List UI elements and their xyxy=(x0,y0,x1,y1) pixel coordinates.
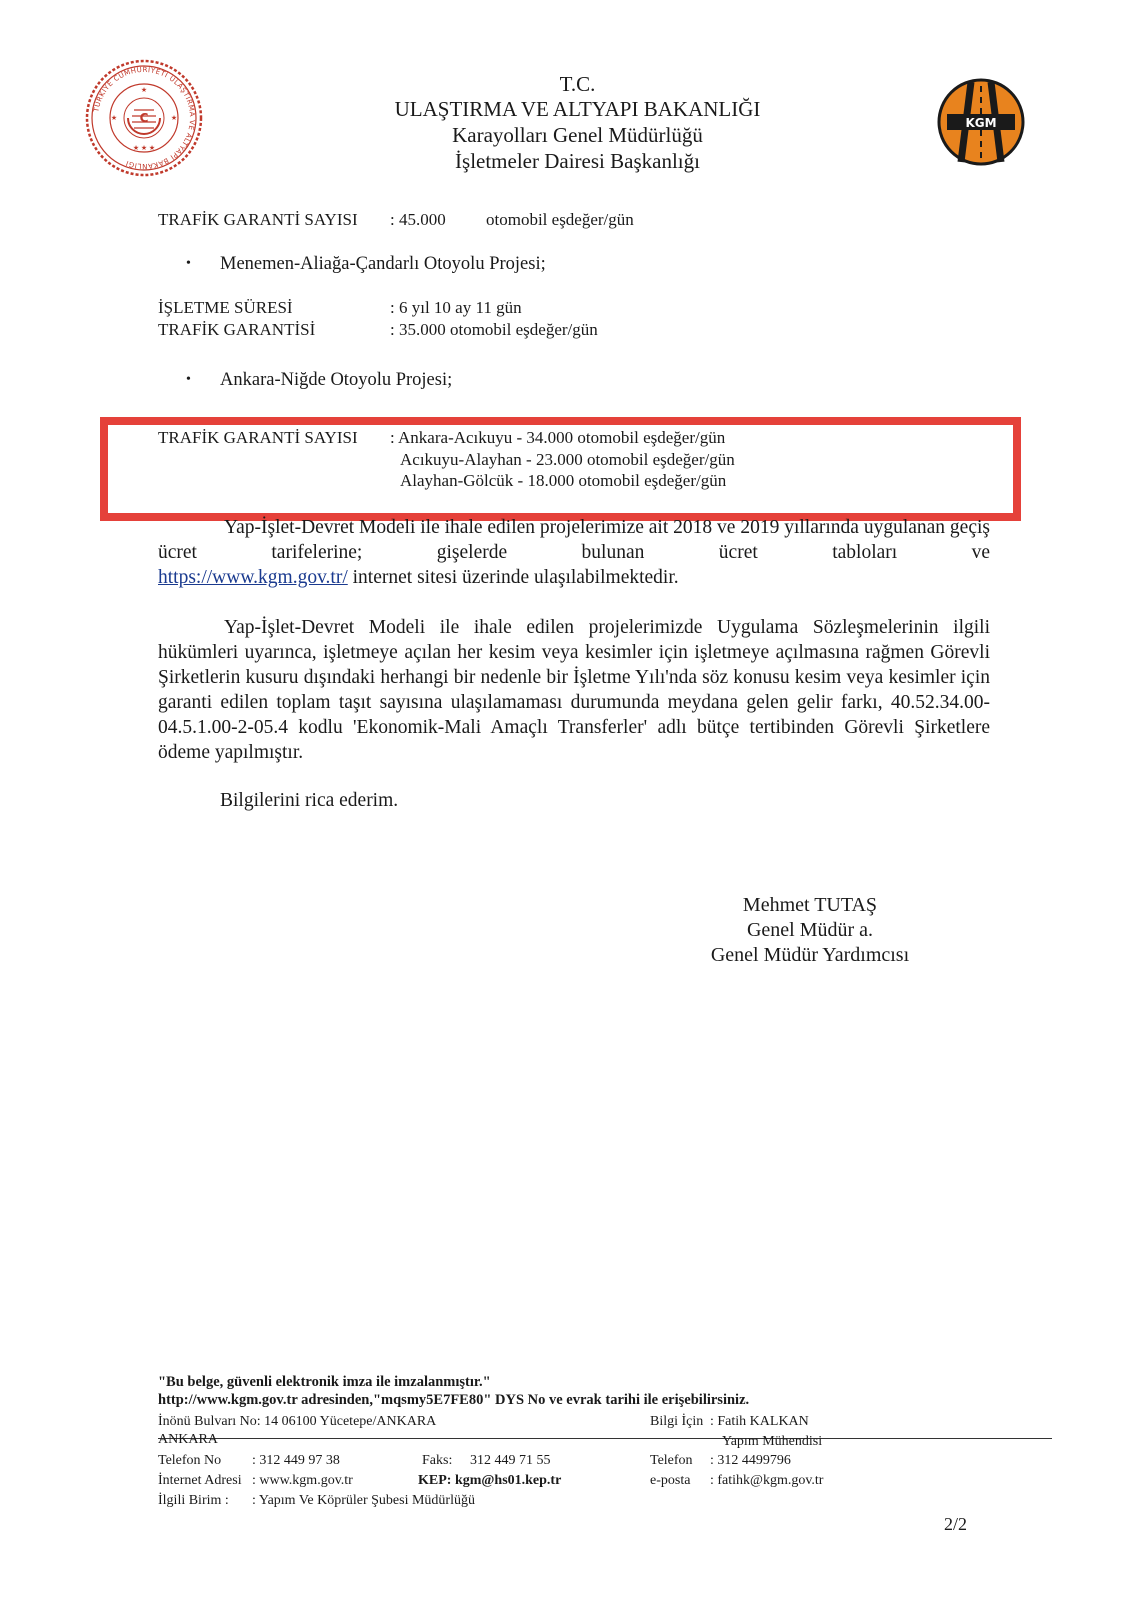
closing-text: Bilgilerini rica ederim. xyxy=(220,790,399,811)
footer-web-value[interactable]: : www.kgm.gov.tr xyxy=(252,1473,353,1488)
top-guarantee-value: : 45.000 xyxy=(390,210,446,229)
svg-text:C: C xyxy=(139,111,149,125)
footer-info-role: Yapım Mühendisi xyxy=(722,1434,823,1449)
signature-title-2: Genel Müdür Yardımcısı xyxy=(710,944,910,966)
footer-info-value: : Fatih KALKAN xyxy=(710,1414,809,1429)
footer-email-value[interactable]: : fatihk@kgm.gov.tr xyxy=(710,1473,824,1488)
project2-title: Ankara-Niğde Otoyolu Projesi; xyxy=(220,370,453,390)
project1-label-guarantee: TRAFİK GARANTİSİ xyxy=(158,320,316,339)
kgm-logo xyxy=(937,78,1025,166)
top-guarantee-unit: otomobil eşdeğer/gün xyxy=(486,210,634,229)
signature-name: Mehmet TUTAŞ xyxy=(742,894,878,916)
project1-label-duration: İŞLETME SÜRESİ xyxy=(158,298,293,317)
paragraph-2 xyxy=(158,615,990,765)
ministry-seal-logo xyxy=(84,58,204,178)
paragraph-1-tail: internet sitesi üzerinde ulaşılabilmektedir. xyxy=(347,567,679,588)
page-number: 2/2 xyxy=(944,1514,968,1534)
project1-value-duration: : 6 yıl 10 ay 11 gün xyxy=(390,298,522,317)
footer-address-2: ANKARA xyxy=(158,1432,218,1447)
footer-phone-label: Telefon No xyxy=(158,1453,222,1468)
kgm-logo-text: KGM xyxy=(965,116,997,130)
project2-guarantee-value-3: Alayhan-Gölcük - 18.000 otomobil eşdeğer/gün xyxy=(400,471,727,490)
project2-guarantee-value-1: : Ankara-Acıkuyu - 34.000 otomobil eşdeğer/gün xyxy=(390,428,726,447)
header-tc: T.C. xyxy=(559,72,596,96)
project1-title: Menemen-Aliağa-Çandarlı Otoyolu Projesi; xyxy=(220,254,546,274)
footer-kep[interactable]: KEP: kgm@hs01.kep.tr xyxy=(418,1473,562,1488)
footer-web-label: İnternet Adresi xyxy=(158,1473,242,1488)
footer-fax-value: 312 449 71 55 xyxy=(470,1453,551,1468)
footer-email-label: e-posta xyxy=(650,1473,691,1488)
project2-guarantee-label: TRAFİK GARANTİ SAYISI xyxy=(158,428,358,447)
top-guarantee-label: TRAFİK GARANTİ SAYISI xyxy=(158,210,358,229)
footer-tel-label: Telefon xyxy=(650,1453,693,1468)
footer-phone-value: : 312 449 97 38 xyxy=(252,1453,340,1468)
esign-notice: "Bu belge, güvenli elektronik imza ile imzalanmıştır." xyxy=(158,1374,491,1390)
svg-text:TÜRKİYE CUMHURİYETİ ULAŞTIRMA: TÜRKİYE CUMHURİYETİ ULAŞTIRMA VE ALTYAPI BAKANLIĞI xyxy=(92,65,197,171)
header-directorate: Karayolları Genel Müdürlüğü xyxy=(452,123,703,147)
bullet-icon: • xyxy=(186,256,191,271)
bullet-icon: • xyxy=(186,372,191,387)
esign-verification: http://www.kgm.gov.tr adresinden,"mqsmy5E7FE80" DYS No ve evrak tarihi ile erişebilirsiniz. xyxy=(158,1392,750,1408)
paragraph-1-text: Yap-İşlet-Devret Modeli ile ihale edilen projelerimize ait 2018 ve 2019 yıllarında uygulanan geçiş ücret tarifelerine; gişelerde bulunan ücret tabloları ve xyxy=(158,517,990,563)
kgm-website-link[interactable]: https://www.kgm.gov.tr/ xyxy=(158,567,348,588)
svg-text:★ ★ ★: ★ ★ ★ xyxy=(132,144,156,152)
footer-divider xyxy=(158,1438,1052,1439)
header-ministry: ULAŞTIRMA VE ALTYAPI BAKANLIĞI xyxy=(394,97,761,121)
paragraph-2-text: Yap-İşlet-Devret Modeli ile ihale edilen projelerimizde Uygulama Sözleşmelerinin ilgili hükümleri uyarınca, işletmeye açılan her kesim veya kesimler için işletmeye açılmasına rağmen Görevli Şirketlerin kusuru dışındaki herhangi bir nedenle bir İşletme Yılı'nda söz konusu kesim veya kesimler için garanti edilen toplam taşıt sayısına ulaşılamaması durumunda meydana gelen gelir farkı, 40.52.34.00-04.5.1.00-2-05.4 kodlu 'Ekonomik-Mali Amaçlı Transferler' adlı bütçe tertibinden Görevli Şirketlere ödeme yapılmıştır. xyxy=(158,617,990,763)
paragraph-1 xyxy=(158,515,990,590)
signature-title-1: Genel Müdür a. xyxy=(746,919,874,941)
footer-info-label: Bilgi İçin xyxy=(650,1414,704,1429)
svg-text:★: ★ xyxy=(170,114,178,122)
header-department: İşletmeler Dairesi Başkanlığı xyxy=(455,149,700,173)
highlight-box xyxy=(100,417,1021,521)
footer-unit-label: İlgili Birim : xyxy=(158,1493,229,1508)
svg-text:★: ★ xyxy=(110,114,118,122)
svg-text:★: ★ xyxy=(140,86,148,94)
project1-value-guarantee: : 35.000 otomobil eşdeğer/gün xyxy=(390,320,598,339)
footer-tel-value: : 312 4499796 xyxy=(710,1453,791,1468)
project2-guarantee-value-2: Acıkuyu-Alayhan - 23.000 otomobil eşdeğer/gün xyxy=(400,450,735,469)
footer-fax-label: Faks: xyxy=(422,1453,453,1468)
footer-address-1: İnönü Bulvarı No: 14 06100 Yücetepe/ANKARA xyxy=(158,1414,437,1429)
footer-unit-value: : Yapım Ve Köprüler Şubesi Müdürlüğü xyxy=(252,1493,475,1508)
